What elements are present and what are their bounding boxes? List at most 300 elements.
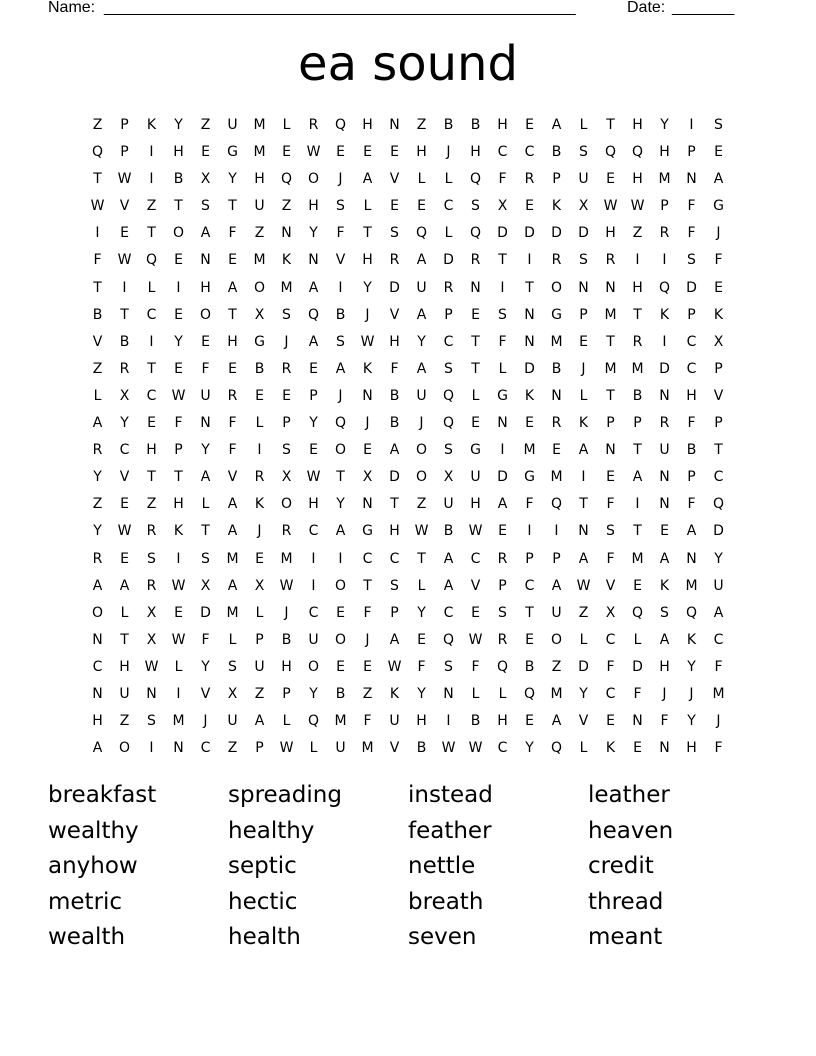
grid-letter[interactable]: E	[120, 225, 129, 242]
grid-letter[interactable]: E	[120, 496, 129, 513]
grid-letter[interactable]: N	[686, 550, 697, 567]
grid-letter[interactable]: W	[117, 252, 132, 269]
grid-letter[interactable]: T	[498, 252, 507, 269]
grid-letter[interactable]: Q	[631, 144, 644, 161]
grid-letter[interactable]: I	[500, 442, 505, 459]
grid-letter[interactable]: K	[362, 360, 373, 377]
grid-letter[interactable]: E	[228, 360, 237, 377]
grid-letter[interactable]: K	[146, 117, 157, 133]
grid-letter[interactable]: H	[659, 658, 670, 675]
grid-letter[interactable]: Y	[309, 685, 318, 702]
grid-letter[interactable]: Q	[685, 604, 698, 621]
grid-letter[interactable]: V	[92, 333, 103, 350]
grid-letter[interactable]: C	[92, 658, 103, 675]
grid-letter[interactable]: A	[92, 740, 103, 757]
grid-letter[interactable]: X	[497, 198, 508, 215]
grid-letter[interactable]: H	[146, 442, 157, 459]
grid-letter[interactable]: K	[686, 631, 697, 648]
grid-letter[interactable]: Z	[119, 713, 130, 730]
grid-letter[interactable]: H	[281, 658, 292, 675]
grid-letter[interactable]: A	[227, 496, 238, 513]
grid-letter[interactable]: F	[201, 631, 210, 648]
grid-letter[interactable]: A	[308, 279, 319, 296]
grid-letter[interactable]: O	[334, 442, 347, 459]
grid-letter[interactable]: X	[254, 577, 265, 594]
grid-letter[interactable]: Z	[551, 658, 562, 675]
grid-letter[interactable]: L	[444, 171, 453, 188]
grid-letter[interactable]: F	[93, 252, 102, 269]
grid-letter[interactable]: C	[470, 550, 481, 567]
grid-letter[interactable]: Q	[631, 604, 644, 621]
grid-letter[interactable]: T	[417, 550, 426, 567]
grid-letter[interactable]: C	[524, 144, 535, 161]
grid-letter[interactable]: V	[470, 577, 481, 594]
grid-letter[interactable]: H	[605, 225, 616, 242]
grid-letter[interactable]: A	[119, 577, 130, 594]
grid-letter[interactable]: D	[713, 523, 724, 540]
grid-letter[interactable]: R	[470, 252, 481, 269]
grid-letter[interactable]: I	[122, 279, 127, 296]
grid-letter[interactable]: P	[255, 631, 264, 648]
grid-letter[interactable]: T	[228, 306, 237, 323]
grid-letter[interactable]: A	[416, 252, 427, 269]
grid-letter[interactable]: H	[632, 117, 643, 133]
grid-letter[interactable]: E	[201, 333, 210, 350]
grid-letter[interactable]: Z	[281, 198, 292, 215]
grid-letter[interactable]: W	[468, 523, 483, 540]
grid-letter[interactable]: N	[200, 252, 211, 269]
grid-letter[interactable]: M	[172, 713, 185, 730]
grid-letter[interactable]: E	[363, 144, 372, 161]
grid-letter[interactable]: Q	[469, 171, 482, 188]
grid-letter[interactable]: I	[149, 333, 154, 350]
grid-letter[interactable]: A	[389, 631, 400, 648]
grid-letter[interactable]: I	[527, 523, 532, 540]
grid-letter[interactable]: Z	[227, 740, 238, 757]
grid-letter[interactable]: I	[635, 252, 640, 269]
grid-letter[interactable]: B	[335, 685, 346, 702]
grid-letter[interactable]: Q	[604, 144, 617, 161]
grid-letter[interactable]: E	[390, 198, 399, 215]
grid-letter[interactable]: L	[471, 387, 480, 404]
grid-letter[interactable]: E	[255, 550, 264, 567]
grid-letter[interactable]: I	[176, 550, 181, 567]
grid-letter[interactable]: A	[335, 523, 346, 540]
grid-letter[interactable]: A	[200, 225, 211, 242]
grid-letter[interactable]: L	[255, 604, 264, 621]
grid-letter[interactable]: I	[338, 550, 343, 567]
grid-letter[interactable]: Q	[469, 225, 482, 242]
grid-letter[interactable]: A	[713, 171, 724, 188]
grid-letter[interactable]: A	[443, 577, 454, 594]
grid-letter[interactable]: W	[387, 658, 402, 675]
grid-letter[interactable]: F	[633, 685, 642, 702]
grid-letter[interactable]: L	[498, 360, 507, 377]
grid-letter[interactable]: S	[390, 577, 399, 594]
grid-letter[interactable]: S	[471, 198, 480, 215]
grid-letter[interactable]: I	[149, 144, 154, 161]
grid-letter[interactable]: B	[524, 658, 535, 675]
grid-letter[interactable]: Z	[416, 496, 427, 513]
grid-letter[interactable]: O	[91, 604, 104, 621]
grid-letter[interactable]: H	[92, 713, 103, 730]
grid-letter[interactable]: M	[334, 713, 347, 730]
grid-letter[interactable]: M	[712, 685, 725, 702]
grid-letter[interactable]: G	[524, 469, 535, 486]
grid-letter[interactable]: E	[525, 713, 534, 730]
grid-letter[interactable]: Q	[658, 279, 671, 296]
grid-letter[interactable]: Q	[523, 685, 536, 702]
grid-letter[interactable]: M	[253, 252, 266, 269]
grid-letter[interactable]: E	[471, 604, 480, 621]
grid-letter[interactable]: T	[579, 496, 588, 513]
grid-letter[interactable]: W	[117, 171, 132, 188]
grid-letter[interactable]: T	[525, 604, 534, 621]
grid-letter[interactable]: X	[200, 171, 211, 188]
grid-letter[interactable]: U	[578, 171, 589, 188]
grid-letter[interactable]: V	[389, 740, 400, 757]
grid-letter[interactable]: F	[714, 658, 723, 675]
grid-letter[interactable]: E	[714, 144, 723, 161]
grid-letter[interactable]: O	[307, 658, 320, 675]
grid-letter[interactable]: A	[416, 306, 427, 323]
grid-letter[interactable]: W	[279, 577, 294, 594]
grid-letter[interactable]: B	[173, 171, 184, 188]
grid-letter[interactable]: I	[338, 279, 343, 296]
grid-letter[interactable]: E	[174, 252, 183, 269]
grid-letter[interactable]: E	[228, 252, 237, 269]
grid-letter[interactable]: W	[171, 631, 186, 648]
grid-letter[interactable]: C	[713, 469, 724, 486]
grid-letter[interactable]: R	[281, 360, 292, 377]
grid-letter[interactable]: W	[468, 740, 483, 757]
grid-letter[interactable]: M	[523, 442, 536, 459]
grid-letter[interactable]: X	[254, 306, 265, 323]
grid-letter[interactable]: R	[659, 415, 670, 432]
grid-letter[interactable]: H	[173, 496, 184, 513]
grid-letter[interactable]: X	[119, 387, 130, 404]
grid-letter[interactable]: C	[605, 685, 616, 702]
grid-letter[interactable]: Q	[91, 144, 104, 161]
grid-letter[interactable]: V	[200, 685, 211, 702]
grid-letter[interactable]: Z	[578, 604, 589, 621]
grid-letter[interactable]: N	[605, 279, 616, 296]
grid-letter[interactable]: M	[253, 144, 266, 161]
grid-letter[interactable]: Q	[442, 387, 455, 404]
grid-letter[interactable]: N	[659, 469, 670, 486]
grid-letter[interactable]: J	[338, 171, 343, 188]
grid-letter[interactable]: N	[146, 685, 157, 702]
grid-letter[interactable]: M	[658, 171, 671, 188]
grid-letter[interactable]: T	[606, 117, 615, 133]
grid-letter[interactable]: Y	[201, 442, 210, 459]
grid-letter[interactable]: L	[417, 171, 426, 188]
grid-letter[interactable]: I	[176, 685, 181, 702]
grid-letter[interactable]: T	[633, 306, 642, 323]
grid-letter[interactable]: X	[362, 469, 373, 486]
grid-letter[interactable]: T	[147, 469, 156, 486]
grid-letter[interactable]: H	[686, 387, 697, 404]
grid-letter[interactable]: Z	[362, 685, 373, 702]
grid-letter[interactable]: H	[416, 713, 427, 730]
grid-letter[interactable]: Q	[145, 252, 158, 269]
grid-letter[interactable]: N	[524, 333, 535, 350]
grid-letter[interactable]: S	[201, 198, 210, 215]
grid-letter[interactable]: S	[282, 442, 291, 459]
grid-letter[interactable]: P	[687, 469, 696, 486]
grid-letter[interactable]: G	[470, 442, 481, 459]
grid-letter[interactable]: W	[171, 577, 186, 594]
grid-letter[interactable]: L	[471, 685, 480, 702]
grid-letter[interactable]: E	[174, 360, 183, 377]
grid-letter[interactable]: A	[551, 577, 562, 594]
grid-letter[interactable]: E	[309, 442, 318, 459]
grid-letter[interactable]: I	[662, 252, 667, 269]
grid-letter[interactable]: R	[632, 333, 643, 350]
grid-letter[interactable]: D	[389, 279, 400, 296]
grid-letter[interactable]: J	[419, 415, 424, 432]
grid-letter[interactable]: Q	[415, 225, 428, 242]
grid-letter[interactable]: P	[714, 360, 723, 377]
grid-letter[interactable]: J	[716, 713, 721, 730]
grid-letter[interactable]: B	[281, 631, 292, 648]
grid-letter[interactable]: G	[713, 198, 724, 215]
grid-letter[interactable]: F	[417, 658, 426, 675]
grid-letter[interactable]: E	[633, 740, 642, 757]
grid-letter[interactable]: T	[606, 333, 615, 350]
grid-letter[interactable]: E	[282, 144, 291, 161]
grid-letter[interactable]: X	[578, 198, 589, 215]
grid-letter[interactable]: U	[659, 442, 670, 459]
grid-letter[interactable]: W	[576, 577, 591, 594]
grid-letter[interactable]: Y	[417, 333, 426, 350]
grid-letter[interactable]: X	[281, 469, 292, 486]
grid-letter[interactable]: M	[550, 333, 563, 350]
grid-letter[interactable]: A	[551, 713, 562, 730]
grid-letter[interactable]: A	[659, 550, 670, 567]
grid-letter[interactable]: O	[199, 306, 212, 323]
grid-letter[interactable]: F	[363, 713, 372, 730]
grid-letter[interactable]: N	[578, 523, 589, 540]
grid-letter[interactable]: T	[120, 631, 129, 648]
grid-letter[interactable]: J	[203, 713, 208, 730]
grid-letter[interactable]: E	[336, 144, 345, 161]
grid-letter[interactable]: F	[606, 658, 615, 675]
grid-letter[interactable]: F	[687, 496, 696, 513]
grid-letter[interactable]: H	[362, 117, 373, 133]
grid-letter[interactable]: F	[471, 658, 480, 675]
grid-letter[interactable]: L	[498, 685, 507, 702]
grid-letter[interactable]: N	[686, 171, 697, 188]
grid-letter[interactable]: Y	[579, 685, 588, 702]
grid-letter[interactable]: H	[632, 171, 643, 188]
grid-letter[interactable]: U	[308, 631, 319, 648]
grid-letter[interactable]: I	[581, 469, 586, 486]
grid-letter[interactable]: B	[254, 360, 265, 377]
grid-letter[interactable]: V	[389, 171, 400, 188]
grid-letter[interactable]: Q	[334, 117, 347, 133]
grid-letter[interactable]: E	[174, 306, 183, 323]
grid-letter[interactable]: E	[660, 523, 669, 540]
grid-letter[interactable]: R	[119, 360, 130, 377]
grid-letter[interactable]: C	[686, 333, 697, 350]
grid-letter[interactable]: U	[335, 740, 346, 757]
grid-letter[interactable]: N	[470, 279, 481, 296]
grid-letter[interactable]: W	[468, 631, 483, 648]
grid-letter[interactable]: P	[255, 740, 264, 757]
grid-letter[interactable]: Y	[417, 685, 426, 702]
grid-letter[interactable]: S	[147, 713, 156, 730]
grid-letter[interactable]: E	[552, 442, 561, 459]
grid-letter[interactable]: S	[444, 658, 453, 675]
grid-letter[interactable]: E	[525, 415, 534, 432]
grid-letter[interactable]: M	[361, 740, 374, 757]
grid-letter[interactable]: O	[172, 225, 185, 242]
grid-letter[interactable]: Z	[92, 360, 103, 377]
grid-letter[interactable]: V	[578, 713, 589, 730]
grid-letter[interactable]: R	[92, 550, 103, 567]
grid-letter[interactable]: N	[362, 496, 373, 513]
grid-letter[interactable]: K	[281, 252, 292, 269]
grid-letter[interactable]: A	[686, 523, 697, 540]
grid-letter[interactable]: N	[362, 387, 373, 404]
grid-letter[interactable]: D	[443, 252, 454, 269]
grid-letter[interactable]: J	[716, 225, 721, 242]
grid-letter[interactable]: L	[579, 387, 588, 404]
grid-letter[interactable]: Y	[687, 658, 696, 675]
grid-letter[interactable]: H	[470, 496, 481, 513]
grid-letter[interactable]: I	[554, 523, 559, 540]
grid-letter[interactable]: N	[92, 631, 103, 648]
grid-letter[interactable]: M	[550, 469, 563, 486]
grid-letter[interactable]: D	[524, 225, 535, 242]
grid-letter[interactable]: X	[713, 333, 724, 350]
grid-letter[interactable]: S	[687, 252, 696, 269]
grid-letter[interactable]: V	[335, 252, 346, 269]
grid-letter[interactable]: C	[389, 550, 400, 567]
grid-letter[interactable]: E	[336, 658, 345, 675]
grid-letter[interactable]: Y	[363, 279, 372, 296]
grid-letter[interactable]: F	[687, 198, 696, 215]
grid-letter[interactable]: E	[606, 713, 615, 730]
grid-letter[interactable]: J	[284, 333, 289, 350]
grid-letter[interactable]: T	[390, 496, 399, 513]
grid-letter[interactable]: A	[578, 442, 589, 459]
grid-letter[interactable]: O	[550, 279, 563, 296]
grid-letter[interactable]: S	[390, 225, 399, 242]
grid-letter[interactable]: D	[686, 279, 697, 296]
grid-letter[interactable]: L	[282, 713, 291, 730]
grid-letter[interactable]: N	[659, 740, 670, 757]
grid-letter[interactable]: P	[390, 604, 399, 621]
grid-letter[interactable]: F	[687, 415, 696, 432]
grid-letter[interactable]: N	[443, 685, 454, 702]
grid-letter[interactable]: T	[336, 469, 345, 486]
grid-letter[interactable]: R	[281, 523, 292, 540]
grid-letter[interactable]: T	[174, 198, 183, 215]
grid-letter[interactable]: B	[119, 333, 130, 350]
grid-letter[interactable]: P	[120, 117, 129, 133]
grid-letter[interactable]: Z	[200, 117, 211, 133]
grid-letter[interactable]: O	[334, 631, 347, 648]
grid-letter[interactable]: K	[578, 415, 589, 432]
grid-letter[interactable]: F	[660, 713, 669, 730]
grid-letter[interactable]: A	[227, 523, 238, 540]
grid-letter[interactable]: G	[362, 523, 373, 540]
grid-letter[interactable]: B	[443, 117, 454, 133]
grid-letter[interactable]: O	[415, 442, 428, 459]
grid-letter[interactable]: M	[685, 577, 698, 594]
grid-letter[interactable]: H	[389, 333, 400, 350]
grid-letter[interactable]: C	[308, 523, 319, 540]
grid-letter[interactable]: S	[282, 306, 291, 323]
grid-letter[interactable]: T	[120, 306, 129, 323]
grid-letter[interactable]: A	[416, 360, 427, 377]
grid-letter[interactable]: V	[389, 306, 400, 323]
grid-letter[interactable]: L	[579, 117, 588, 133]
grid-letter[interactable]: E	[417, 198, 426, 215]
grid-letter[interactable]: U	[416, 387, 427, 404]
grid-letter[interactable]: A	[578, 550, 589, 567]
grid-letter[interactable]: R	[551, 415, 562, 432]
grid-letter[interactable]: I	[149, 740, 154, 757]
grid-letter[interactable]: A	[227, 577, 238, 594]
grid-letter[interactable]: W	[306, 144, 321, 161]
grid-letter[interactable]: W	[630, 198, 645, 215]
grid-letter[interactable]: C	[713, 631, 724, 648]
grid-letter[interactable]: J	[689, 685, 694, 702]
grid-letter[interactable]: N	[524, 306, 535, 323]
grid-letter[interactable]: M	[226, 550, 239, 567]
grid-letter[interactable]: Q	[550, 740, 563, 757]
grid-letter[interactable]: U	[470, 469, 481, 486]
grid-letter[interactable]: A	[227, 279, 238, 296]
grid-letter[interactable]: V	[119, 469, 130, 486]
grid-letter[interactable]: T	[633, 442, 642, 459]
grid-letter[interactable]: M	[631, 550, 644, 567]
grid-letter[interactable]: J	[365, 631, 370, 648]
grid-letter[interactable]: N	[389, 117, 400, 133]
grid-letter[interactable]: G	[227, 144, 238, 161]
grid-letter[interactable]: B	[632, 387, 643, 404]
grid-letter[interactable]: E	[525, 631, 534, 648]
grid-letter[interactable]: H	[632, 279, 643, 296]
grid-letter[interactable]: F	[228, 442, 237, 459]
grid-letter[interactable]: E	[525, 117, 534, 133]
grid-letter[interactable]: F	[606, 496, 615, 513]
grid-letter[interactable]: U	[119, 685, 130, 702]
grid-letter[interactable]: Z	[92, 496, 103, 513]
grid-letter[interactable]: S	[201, 550, 210, 567]
grid-letter[interactable]: P	[552, 171, 561, 188]
grid-letter[interactable]: T	[147, 225, 156, 242]
grid-letter[interactable]: L	[228, 631, 237, 648]
grid-letter[interactable]: G	[551, 306, 562, 323]
grid-letter[interactable]: C	[524, 577, 535, 594]
grid-letter[interactable]: S	[498, 306, 507, 323]
grid-letter[interactable]: P	[633, 415, 642, 432]
grid-letter[interactable]: A	[632, 469, 643, 486]
grid-letter[interactable]: W	[279, 740, 294, 757]
grid-letter[interactable]: L	[579, 631, 588, 648]
grid-letter[interactable]: C	[497, 144, 508, 161]
grid-letter[interactable]: B	[551, 144, 562, 161]
grid-letter[interactable]: M	[253, 117, 266, 133]
grid-letter[interactable]: V	[227, 469, 238, 486]
grid-letter[interactable]: T	[633, 523, 642, 540]
grid-letter[interactable]: P	[309, 387, 318, 404]
grid-letter[interactable]: M	[604, 306, 617, 323]
